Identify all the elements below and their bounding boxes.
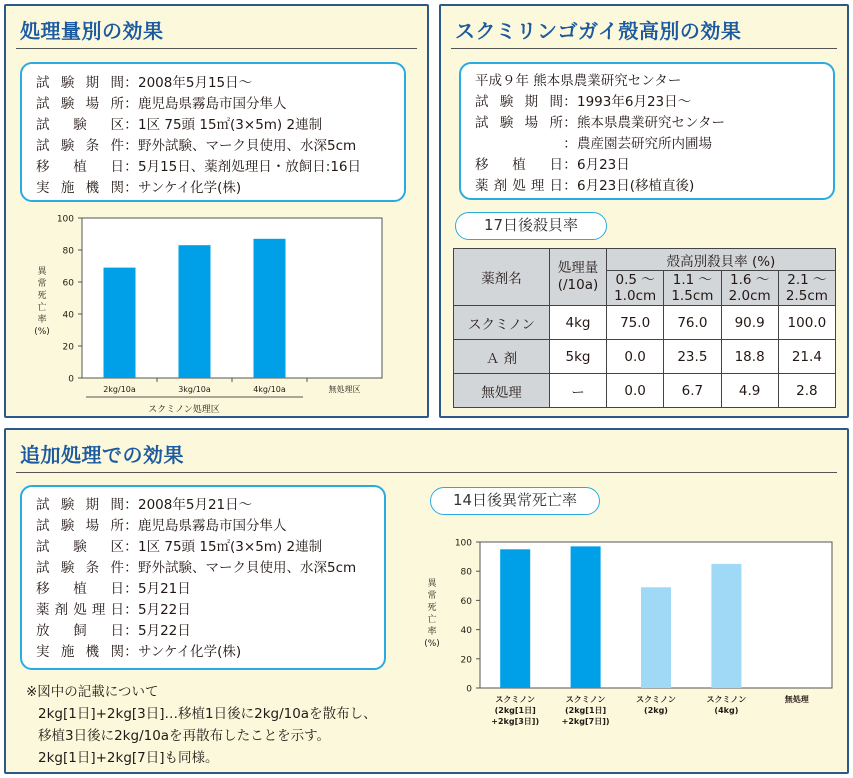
y-tick-label: 0 [466, 684, 472, 695]
info-separator: ： [124, 602, 138, 618]
y-axis-label: 亡 [427, 615, 437, 625]
info-separator: ： [124, 96, 138, 112]
info-value: 5月15日、薬剤処理日・放飼日:16日 [138, 159, 361, 175]
info-value: 2008年5月15日〜 [138, 75, 253, 91]
y-tick-label: 80 [62, 246, 74, 257]
group-header: 殻高別殺貝率 (%) [607, 249, 836, 271]
info-value: サンケイ化学(株) [138, 180, 242, 196]
x-category-label: 3kg/10a [178, 385, 211, 394]
info-separator: ： [124, 539, 138, 555]
y-tick-label: 40 [62, 310, 74, 321]
info-row [36, 516, 287, 537]
x-category-label: 無処理 [784, 695, 809, 704]
y-axis-label: 死 [427, 603, 437, 613]
info-value: 5月21日 [138, 581, 191, 597]
info-row [36, 537, 322, 558]
rate-cell: 90.9 [721, 306, 778, 340]
info-box-shell [459, 62, 835, 200]
info-row [36, 157, 361, 178]
info-value: 農産園芸研究所内圃場 [577, 136, 712, 152]
bar [500, 549, 530, 688]
x-category-label: 4kg/10a [253, 385, 286, 394]
info-label [475, 134, 563, 155]
y-axis-label: 死 [37, 291, 47, 301]
info-value: 熊本県農業研究センター [577, 115, 725, 131]
info-label: 試験期間 [36, 497, 124, 513]
rate-cell: 18.8 [721, 340, 778, 374]
info-value: 1区 75頭 15㎡(3×5m) 2連制 [138, 117, 323, 133]
y-axis-label: 率 [427, 627, 437, 637]
info-row [36, 94, 287, 115]
rate-cell: 75.0 [607, 306, 664, 340]
x-category-label: (2kg[1日] [565, 706, 607, 715]
y-axis-label: 常 [37, 279, 47, 289]
x-category-label: スクミノン [495, 695, 536, 704]
info-label: 実施機関 [36, 644, 124, 660]
bar-chart-dose [6, 206, 429, 418]
info-value: 6月23日 [577, 157, 630, 173]
info-label: 試験場所 [475, 115, 563, 131]
info-value: 6月23日(移植直後) [577, 178, 695, 194]
table-row [454, 340, 836, 374]
x-category-label: (2kg) [644, 706, 668, 715]
rate-cell: 2.8 [778, 374, 835, 408]
x-category-label: 無処理区 [328, 385, 361, 394]
info-label: 試験場所 [36, 518, 124, 534]
size-header: 0.5 〜 1.0cm [607, 271, 664, 306]
note-line: ※図中の記載について [26, 684, 159, 700]
panel-shell-height-effect [439, 4, 849, 418]
info-separator: ： [124, 180, 138, 196]
y-tick-label: 20 [62, 342, 74, 353]
bar [254, 239, 286, 378]
x-axis-label: スクミノン処理区 [148, 405, 220, 415]
info-value: 鹿児島県霧島市国分隼人 [138, 96, 287, 112]
info-row [475, 176, 694, 197]
bar [179, 245, 211, 378]
table-row [454, 374, 836, 408]
info-separator: ： [124, 138, 138, 154]
size-header: 1.6 〜 2.0cm [721, 271, 778, 306]
info-row [475, 134, 712, 155]
info-row [475, 155, 630, 176]
x-category-label: (4kg) [714, 706, 739, 715]
y-tick-label: 20 [460, 655, 472, 666]
note-line: 2kg[1日]+2kg[3日]…移植1日後に2kg/10aを散布し、 [38, 706, 377, 722]
info-label: 薬剤処理日 [475, 178, 563, 194]
info-box-dose [20, 62, 406, 202]
info-value: 野外試験、マーク貝使用、水深5cm [138, 560, 357, 576]
rate-cell: 6.7 [664, 374, 721, 408]
info-separator: ： [124, 75, 138, 91]
size-header: 2.1 〜 2.5cm [778, 271, 835, 306]
y-tick-label: 60 [460, 596, 472, 607]
info-separator: ： [124, 623, 138, 639]
info-value: 1区 75頭 15㎡(3×5m) 2連制 [138, 539, 323, 555]
pill-14day-death-rate: 14日後異常死亡率 [430, 487, 600, 515]
note-line: 移植3日後に2kg/10aを再散布したことを示す。 [38, 728, 330, 744]
info-label: 移植日 [475, 157, 563, 173]
bar [641, 587, 671, 688]
pill-17day-kill-rate: 17日後殺貝率 [455, 212, 607, 240]
rate-cell: 100.0 [778, 306, 835, 340]
panel-dose-title: 処理量別の効果 [20, 19, 164, 43]
y-axis-label: 常 [427, 591, 437, 601]
size-header: 1.1 〜 1.5cm [664, 271, 721, 306]
info-row [36, 495, 252, 516]
info-label: 試験期間 [475, 94, 563, 110]
info-label: 試験場所 [36, 96, 124, 112]
bar [104, 268, 136, 378]
info-box-additional [20, 485, 386, 670]
info-row [36, 600, 191, 621]
panel-shell-title: スクミリンゴガイ殻高別の効果 [455, 19, 742, 43]
rate-cell: 4.9 [721, 374, 778, 408]
title-divider [451, 48, 837, 49]
info-value: 鹿児島県霧島市国分隼人 [138, 518, 287, 534]
info-separator: ： [124, 159, 138, 175]
y-axis-label: 異 [37, 267, 47, 277]
info-label: 試験区 [36, 539, 124, 555]
info-row [36, 642, 241, 663]
y-tick-label: 80 [460, 567, 472, 578]
rate-cell: 0.0 [607, 374, 664, 408]
info-row [475, 92, 691, 113]
info-row [36, 558, 356, 579]
info-label: 移植日 [36, 581, 124, 597]
title-divider [16, 472, 837, 473]
col-drug-header: 薬剤名 [454, 249, 550, 306]
info-separator: ： [124, 117, 138, 133]
note-line: 2kg[1日]+2kg[7日]も同様。 [38, 750, 219, 766]
y-tick-label: 100 [454, 538, 472, 549]
y-tick-label: 60 [62, 278, 74, 289]
info-label: 移植日 [36, 159, 124, 175]
x-category-label: スクミノン [636, 695, 676, 704]
info-label: 試験区 [36, 117, 124, 133]
info-value: サンケイ化学(株) [138, 644, 242, 660]
amount-cell: 5kg [550, 340, 607, 374]
kill-rate-table [453, 248, 836, 408]
y-axis-label: 異 [427, 579, 437, 589]
panel-additional-title: 追加処理での効果 [20, 443, 184, 467]
info-row [475, 113, 725, 134]
x-category-label: 2kg/10a [103, 385, 136, 394]
drug-name-cell: 無処理 [454, 374, 550, 408]
info-label: 薬剤処理日 [36, 602, 124, 618]
y-axis-label: (%) [34, 327, 50, 337]
info-label: 放飼日 [36, 623, 124, 639]
info-value: 5月22日 [138, 623, 191, 639]
info-label: 試験条件 [36, 560, 124, 576]
info-header: 平成９年 熊本県農業研究センター [475, 73, 682, 89]
y-tick-label: 100 [56, 214, 74, 225]
info-separator: ： [563, 178, 577, 194]
bar [711, 564, 741, 688]
info-label: 試験条件 [36, 138, 124, 154]
rate-cell: 0.0 [607, 340, 664, 374]
table-row [454, 306, 836, 340]
info-value: 2008年5月21日〜 [138, 497, 253, 513]
info-label: 実施機関 [36, 180, 124, 196]
info-separator: ： [124, 560, 138, 576]
info-separator: ： [563, 136, 577, 152]
info-value: 野外試験、マーク貝使用、水深5cm [138, 138, 357, 154]
y-tick-label: 40 [460, 626, 472, 637]
y-tick-label: 0 [68, 374, 74, 385]
x-category-label: +2kg[3日]) [491, 717, 540, 726]
info-separator: ： [124, 644, 138, 660]
info-value: 1993年6月23日〜 [577, 94, 692, 110]
info-separator: ： [124, 497, 138, 513]
info-separator: ： [563, 94, 577, 110]
bar-chart-additional [414, 526, 846, 774]
info-row [36, 115, 322, 136]
info-row [36, 136, 356, 157]
rate-cell: 76.0 [664, 306, 721, 340]
rate-cell: 21.4 [778, 340, 835, 374]
info-separator: ： [124, 581, 138, 597]
x-category-label: スクミノン [565, 695, 606, 704]
y-axis-label: (%) [424, 639, 440, 649]
amount-cell: ー [550, 374, 607, 408]
info-row [36, 621, 191, 642]
panel-additional-treatment [4, 428, 849, 774]
x-category-label: +2kg[7日]) [561, 717, 610, 726]
drug-name-cell: スクミノン [454, 306, 550, 340]
rate-cell: 23.5 [664, 340, 721, 374]
y-axis-label: 亡 [37, 303, 47, 313]
info-row [36, 73, 252, 94]
title-divider [16, 48, 417, 49]
amount-cell: 4kg [550, 306, 607, 340]
col-amount-header: 処理量 (/10a) [550, 249, 607, 306]
x-category-label: (2kg[1日] [494, 706, 536, 715]
info-separator: ： [124, 518, 138, 534]
y-axis-label: 率 [37, 315, 47, 325]
info-row [36, 178, 241, 199]
info-separator: ： [563, 157, 577, 173]
drug-name-cell: Ａ 剤 [454, 340, 550, 374]
bar [571, 546, 601, 688]
x-category-label: スクミノン [706, 695, 747, 704]
info-row [36, 579, 191, 600]
panel-dose-effect [4, 4, 429, 418]
info-label: 試験期間 [36, 75, 124, 91]
info-separator: ： [563, 115, 577, 131]
info-value: 5月22日 [138, 602, 191, 618]
